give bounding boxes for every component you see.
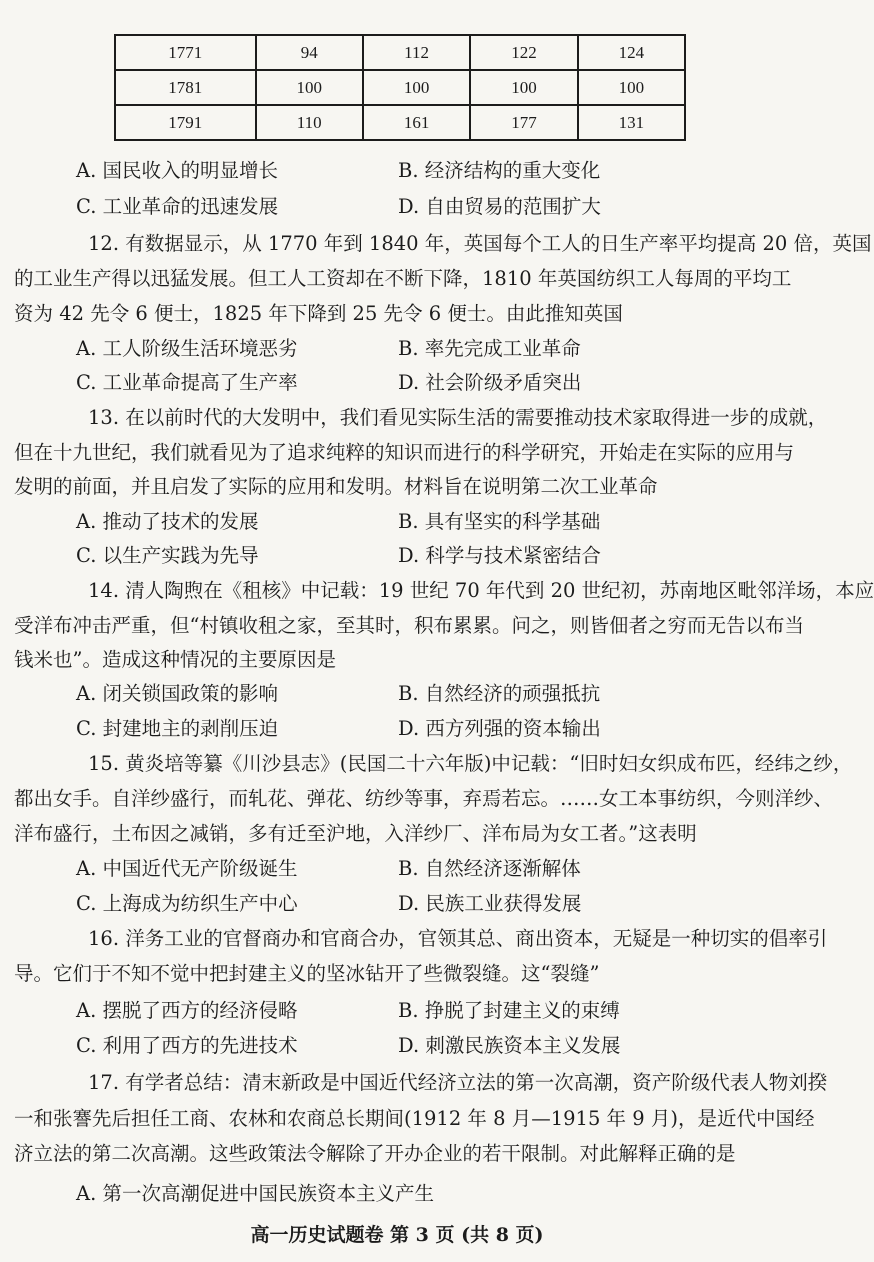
q12-stem-line: 12. 有数据显示，从 1770 年到 1840 年，英国每个工人的日生产率平均提高 20 倍，英国 xyxy=(88,232,872,255)
q17-option-a: A. 第一次高潮促进中国民族资本主义产生 xyxy=(76,1182,434,1205)
table-row xyxy=(115,105,685,140)
q16-option-a: A. 摆脱了西方的经济侵略 xyxy=(76,999,298,1022)
q13-option-c: C. 以生产实践为先导 xyxy=(76,544,259,567)
q15-stem-line: 15. 黄炎培等纂《川沙县志》(民国二十六年版)中记载：“旧时妇女织成布匹，经纬之纱， xyxy=(88,752,853,775)
table-cell: 94 xyxy=(256,35,363,70)
q13-option-b: B. 具有坚实的科学基础 xyxy=(398,510,601,533)
q15-option-d: D. 民族工业获得发展 xyxy=(398,892,582,915)
q14-option-a: A. 闭关锁国政策的影响 xyxy=(76,682,278,705)
q13-option-a: A. 推动了技术的发展 xyxy=(76,510,259,533)
q16-option-b: B. 挣脱了封建主义的束缚 xyxy=(398,999,620,1022)
table-cell: 131 xyxy=(578,105,685,140)
q17-stem-line: 17. 有学者总结：清末新政是中国近代经济立法的第一次高潮，资产阶级代表人物刘揆 xyxy=(88,1071,828,1094)
q11-option-a: A. 国民收入的明显增长 xyxy=(76,159,278,182)
q11-option-c: C. 工业革命的迅速发展 xyxy=(76,195,279,218)
table-cell: 177 xyxy=(470,105,577,140)
q12-option-d: D. 社会阶级矛盾突出 xyxy=(398,371,582,394)
q14-option-b: B. 自然经济的顽强抵抗 xyxy=(398,682,601,705)
table-row xyxy=(115,70,685,105)
q17-stem-line: 济立法的第二次高潮。这些政策法令解除了开办企业的若干限制。对此解释正确的是 xyxy=(14,1142,736,1165)
table-row xyxy=(115,35,685,70)
q14-stem-line: 受洋布冲击严重，但“村镇收租之家，至其时，积布累累。问之，则皆佃者之穷而无告以布当 xyxy=(14,614,804,637)
q13-stem-line: 13. 在以前时代的大发明中，我们看见实际生活的需要推动技术家取得进一步的成就， xyxy=(88,406,828,429)
q16-stem-line: 导。它们于不知不觉中把封建主义的坚冰钻开了些微裂缝。这“裂缝” xyxy=(14,962,600,985)
q14-option-c: C. 封建地主的剥削压迫 xyxy=(76,717,279,740)
table-cell: 1781 xyxy=(115,70,256,105)
q11-option-b: B. 经济结构的重大变化 xyxy=(398,159,601,182)
q12-stem-line: 的工业生产得以迅猛发展。但工人工资却在不断下降，1810 年英国纺织工人每周的平均工 xyxy=(14,267,792,290)
table-cell: 100 xyxy=(363,70,470,105)
q13-stem-line: 但在十九世纪，我们就看见为了追求纯粹的知识而进行的科学研究，开始走在实际的应用与 xyxy=(14,441,795,464)
page-footer: 高一历史试题卷 第 3 页 (共 8 页) xyxy=(250,1224,544,1246)
q16-stem-line: 16. 洋务工业的官督商办和官商合办，官领其总、商出资本，无疑是一种切实的倡率引 xyxy=(88,927,828,950)
q17-stem-line: 一和张謇先后担任工商、农林和农商总长期间(1912 年 8 月—1915 年 9 月)，是近代中国经 xyxy=(14,1107,815,1130)
q14-stem-line: 钱米也”。造成这种情况的主要原因是 xyxy=(14,648,336,671)
q15-option-c: C. 上海成为纺织生产中心 xyxy=(76,892,298,915)
table-cell: 100 xyxy=(470,70,577,105)
q16-option-c: C. 利用了西方的先进技术 xyxy=(76,1034,298,1057)
data-table xyxy=(114,34,686,141)
q12-option-b: B. 率先完成工业革命 xyxy=(398,337,581,360)
q15-option-a: A. 中国近代无产阶级诞生 xyxy=(76,857,298,880)
q15-option-b: B. 自然经济逐渐解体 xyxy=(398,857,581,880)
q14-stem-line: 14. 清人陶煦在《租核》中记载：19 世纪 70 年代到 20 世纪初，苏南地区毗邻洋场，本应 xyxy=(88,579,874,602)
q13-option-d: D. 科学与技术紧密结合 xyxy=(398,544,601,567)
table-cell: 1771 xyxy=(115,35,256,70)
table-cell: 100 xyxy=(578,70,685,105)
q12-stem-line: 资为 42 先令 6 便士，1825 年下降到 25 先令 6 便士。由此推知英国 xyxy=(14,302,623,325)
q12-option-c: C. 工业革命提高了生产率 xyxy=(76,371,298,394)
q14-option-d: D. 西方列强的资本输出 xyxy=(398,717,601,740)
q16-option-d: D. 刺激民族资本主义发展 xyxy=(398,1034,621,1057)
table-cell: 1791 xyxy=(115,105,256,140)
q13-stem-line: 发明的前面，并且启发了实际的应用和发明。材料旨在说明第二次工业革命 xyxy=(14,475,658,498)
q12-option-a: A. 工人阶级生活环境恶劣 xyxy=(76,337,298,360)
q15-stem-line: 都出女手。自洋纱盛行，而轧花、弹花、纺纱等事，弃焉若忘。……女工本事纺织，今则洋纱、 xyxy=(14,787,834,810)
table-cell: 110 xyxy=(256,105,363,140)
table-cell: 122 xyxy=(470,35,577,70)
table-cell: 124 xyxy=(578,35,685,70)
table-cell: 161 xyxy=(363,105,470,140)
q11-option-d: D. 自由贸易的范围扩大 xyxy=(398,195,601,218)
table-cell: 112 xyxy=(363,35,470,70)
q15-stem-line: 洋布盛行，土布因之减销，多有迁至沪地，入洋纱厂、洋布局为女工者。”这表明 xyxy=(14,822,697,845)
table-cell: 100 xyxy=(256,70,363,105)
